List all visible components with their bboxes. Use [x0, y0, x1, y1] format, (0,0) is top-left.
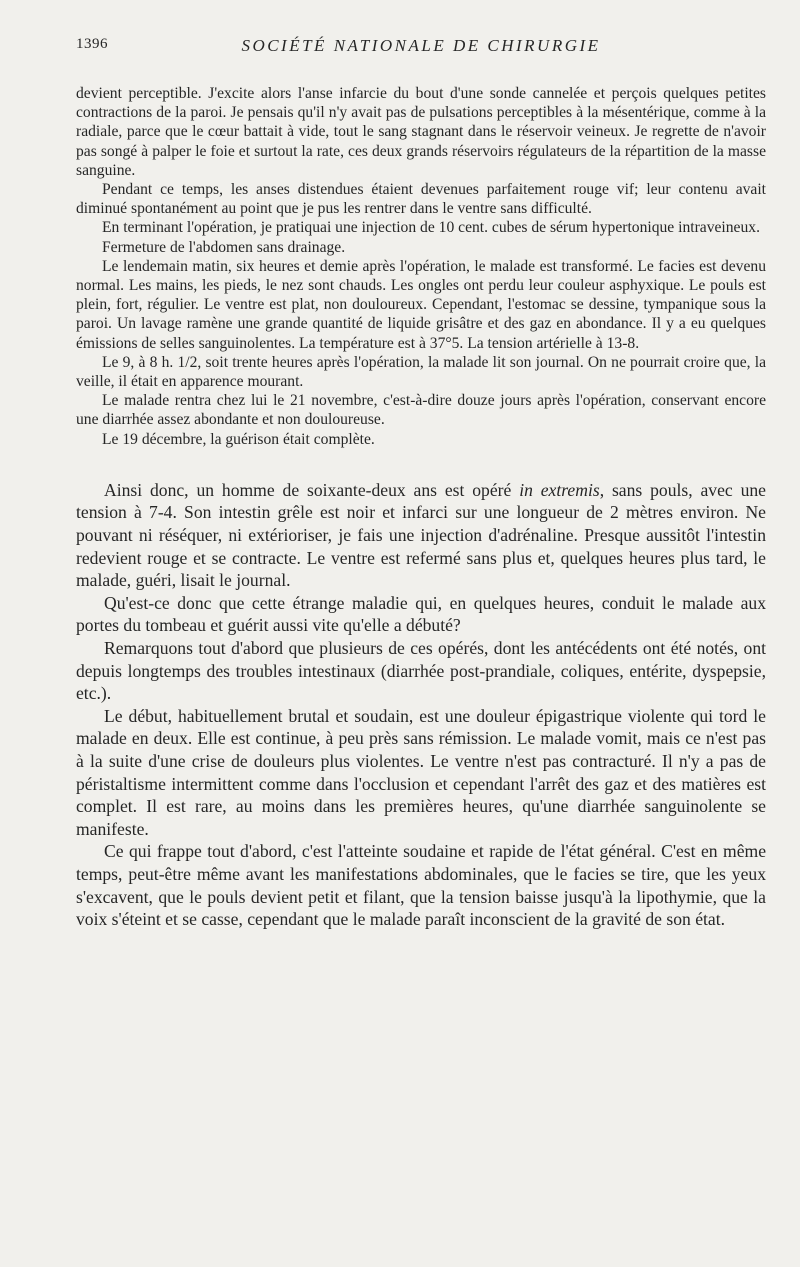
journal-page	[76, 36, 766, 931]
case-paragraph-3: En terminant l'opération, je pratiquai une injection de 10 cent. cubes de sérum hypertonique intraveineux.	[102, 219, 760, 237]
running-head	[76, 36, 766, 62]
case-paragraph-5: Le lendemain matin, six heures et demie après l'opération, le malade est transformé. Le facies est devenu normal. Les mains, les pieds, le nez sont chauds. Les ongles ont perdu leur couleur asphyxique. Le pouls est plein, fort, régulier. Le ventre est plat, non douloureux. Cependant, l'estomac se dessine, tympanique sous la paroi. Un lavage ramène une grande quantité de liquide grisâtre et des gaz en abondance. Il y a eu quelques émissions de selles sanguinolentes. La température est à 37°5. La tension artérielle à 13-8.	[76, 257, 766, 352]
case-paragraph-4: Fermeture de l'abdomen sans drainage.	[102, 238, 346, 256]
discussion-paragraph-5: Ce qui frappe tout d'abord, c'est l'atteinte soudaine et rapide de l'état général. C'est en même temps, peut-être même avant les manifestations abdominales, que le facies se tire, que les yeux s'excavent, que le pouls devient petit et filant, que la tension baisse jusqu'à la lipothymie, que la voix s'éteint et se casse, cependant que le malade paraît inconscient de la gravité de son état.	[76, 841, 766, 930]
discussion-paragraph-2: Qu'est-ce donc que cette étrange maladie qui, en quelques heures, conduit le malade aux portes du tombeau et guérit aussi vite qu'elle a débuté?	[76, 592, 766, 636]
case-paragraph-6: Le 9, à 8 h. 1/2, soit trente heures après l'opération, la malade lit son journal. On ne pourrait croire que, la veille, il était en apparence mourant.	[76, 353, 766, 391]
latin-phrase: in extremis	[519, 479, 600, 500]
case-paragraph-2: Pendant ce temps, les anses distendues étaient devenues parfaitement rouge vif; leur contenu avait diminué spontanément au point que je pus les rentrer dans le ventre sans difficulté.	[76, 181, 766, 218]
discussion-p1-lead: Ainsi donc, un homme de soixante-deux ans est opéré	[104, 479, 520, 500]
discussion-paragraph-3: Remarquons tout d'abord que plusieurs de ces opérés, dont les antécédents ont été notés, ont depuis longtemps des troubles intestinaux (diarrhée post-prandiale, coliques, entérite, dyspepsie, etc.).	[76, 638, 766, 704]
case-paragraph-7: Le malade rentra chez lui le 21 novembre, c'est-à-dire douze jours après l'opération, conservant encore une diarrhée assez abondante et non douloureuse.	[76, 392, 766, 429]
case-paragraph-8: Le 19 décembre, la guérison était complète.	[102, 430, 375, 448]
case-report-section	[76, 84, 766, 449]
page-number: 1396	[76, 36, 108, 52]
discussion-section	[76, 479, 766, 931]
journal-title: SOCIÉTÉ NATIONALE DE CHIRURGIE	[241, 36, 601, 55]
case-paragraph-1: devient perceptible. J'excite alors l'anse infarcie du bout d'une sonde cannelée et perçois quelques petites contractions de la paroi. Je pensais qu'il n'y avait pas de pulsations perceptibles à la mésentérique, comme à la radiale, parce que le cœur battait à vide, tout le sang stagnant dans le réservoir veineux. Je regrette de n'avoir pas songé à palper le foie et surtout la rate, ces deux grands réservoirs régulateurs de la répartition de la masse sanguine.	[76, 85, 766, 179]
discussion-paragraph-4: Le début, habituellement brutal et soudain, est une douleur épigastrique violente qui tord le malade en deux. Elle est continue, à peu près sans rémission. Le malade vomit, mais ce n'est pas à la suite d'une crise de douleurs plus violentes. Le ventre n'est pas contracturé. Il n'y a pas de péristaltisme intermittent comme dans l'occlusion et cependant l'arrêt des gaz et des matières est complet. Il est rare, au moins dans les premières heures, qu'une diarrhée sanguinolente se manifeste.	[76, 705, 766, 839]
discussion-p1-rest: , sans pouls, avec une tension à 7-4. Son intestin grêle est noir et infarci sur une longueur de 2 mètres environ. Ne pouvant ni réséquer, ni extérioriser, je fais une injection d'adrénaline. Presque aussitôt l'intestin redevient rouge et se contracte. Le ventre est refermé sans plus et, quelques heures plus tard, le malade, guéri, lisait le journal.	[76, 479, 766, 591]
discussion-paragraph-1	[76, 479, 766, 592]
